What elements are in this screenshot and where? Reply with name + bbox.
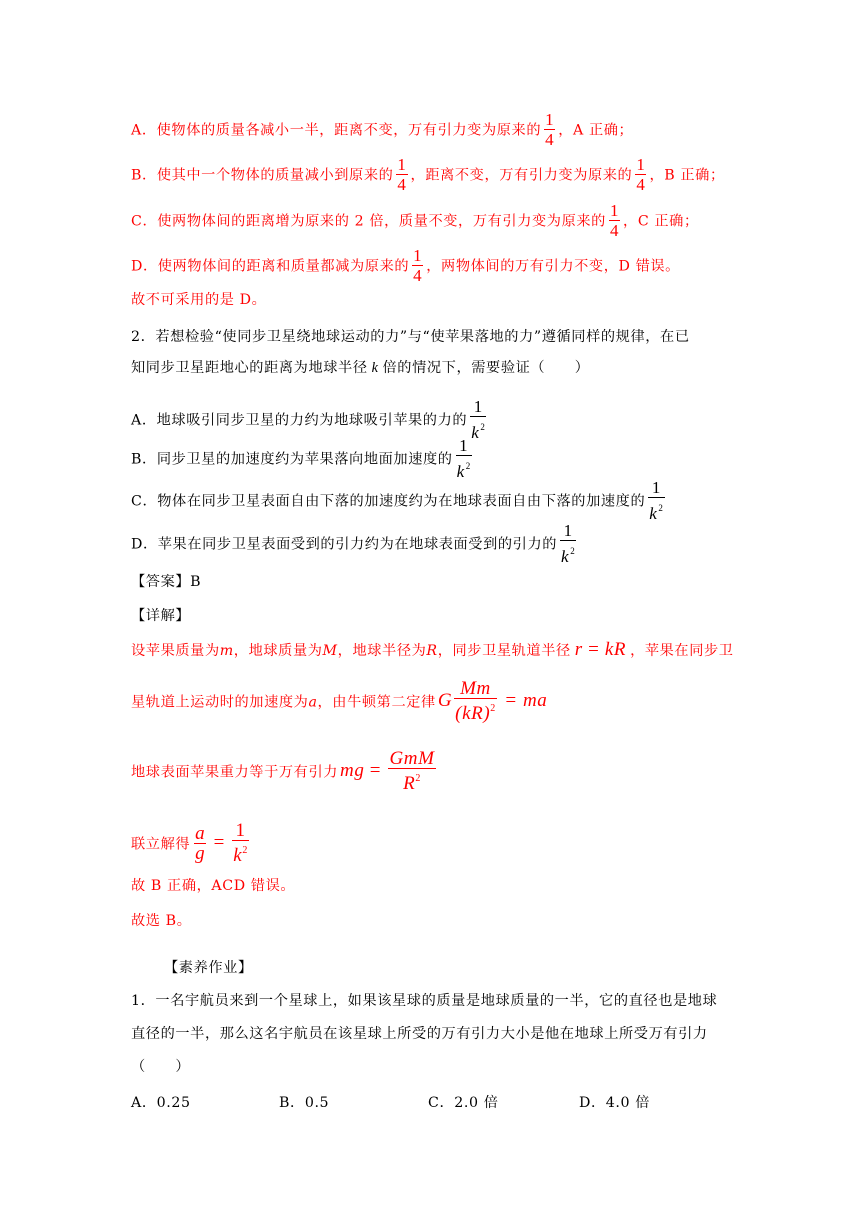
homework-heading: 【素养作业】 <box>164 960 253 976</box>
detail-line6: 故选 B。 <box>131 913 192 929</box>
fraction-one-over-k-squared: $\frac{1}{k^2}$ <box>649 478 664 523</box>
answer-label: 【答案】B <box>131 574 202 590</box>
fraction-one-quarter: $\frac{1}{4}$ <box>545 110 555 149</box>
question2-stem-line2: 知同步卫星距地心的距离为地球半径 k 倍的情况下，需要验证（ ） <box>131 360 590 376</box>
fraction-one-quarter: $\frac{1}{4}$ <box>413 246 423 285</box>
analysis-option-b: B．使其中一个物体的质量减小到原来的 $\frac{1}{4}$ ，距离不变，万有引力变为原来的 $\frac{1}{4}$ ，B 正确； <box>131 155 725 194</box>
equation-orbit-radius: r = kR <box>574 639 627 660</box>
question2-stem-line1: 2．若想检验“使同步卫星绕地球运动的力”与“使苹果落地的力”遵循同样的规律，在已 <box>131 329 690 345</box>
fraction-one-over-k-squared: $\frac{1}{k^2}$ <box>471 397 486 442</box>
detail-line2: 星轨道上运动时的加速度为a，由牛顿第二定律 G $\frac{Mm}{(kR)^2}$ = ma <box>131 678 548 724</box>
fraction-one-over-k-squared: $\frac{1}{k^2}$ <box>456 436 471 481</box>
analysis-conclusion: 故不可采用的是 D。 <box>131 292 267 308</box>
detail-label: 【详解】 <box>131 608 191 624</box>
option-d: D．4.0 倍 <box>579 1095 651 1111</box>
detail-line4: 联立解得 $\frac{a}{g}$ = $\frac{1}{k^2}$ <box>131 822 251 866</box>
homework-q1-line3: （ ） <box>131 1059 191 1075</box>
question2-option-d: D．苹果在同步卫星表面受到的引力约为在地球表面受到的引力的 $\frac{1}{k^2}$ <box>131 521 576 566</box>
detail-line5: 故 B 正确，ACD 错误。 <box>131 878 296 894</box>
homework-q1-line1: 1．一名宇航员来到一个星球上，如果该星球的质量是地球质量的一半，它的直径也是地球 <box>131 993 718 1009</box>
fraction-one-quarter: $\frac{1}{4}$ <box>609 201 620 240</box>
option-a: A．0.25 <box>131 1095 191 1111</box>
fraction-one-quarter: $\frac{1}{4}$ <box>636 155 646 194</box>
equation-solution: $\frac{a}{g}$ = $\frac{1}{k^2}$ <box>195 820 248 866</box>
question2-option-b: B．同步卫星的加速度约为苹果落向地面加速度的 $\frac{1}{k^2}$ <box>131 436 471 481</box>
detail-line3: 地球表面苹果重力等于万有引力 mg = $\frac{\text{GmM}}{R^2}$ <box>131 750 438 794</box>
option-b: B．0.5 <box>279 1095 330 1111</box>
fraction-one-quarter: $\frac{1}{4}$ <box>397 155 407 194</box>
fraction-one-over-k-squared: $\frac{1}{k^2}$ <box>561 521 576 566</box>
analysis-option-d: D．使两物体间的距离和质量都减为原来的 $\frac{1}{4}$ ，两物体间的万有引力不变，D 错误。 <box>131 246 680 285</box>
analysis-option-a: A．使物体的质量各减小一半，距离不变，万有引力变为原来的 $\frac{1}{4}$ ，A 正确； <box>131 110 634 149</box>
equation-newton-second-law: G $\frac{Mm}{(kR)^2}$ = ma <box>437 678 548 724</box>
question2-option-c: C．物体在同步卫星表面自由下落的加速度约为在地球表面自由下落的加速度的 $\frac{1}{k^2}$ <box>131 478 664 523</box>
option-c: C．2.0 倍 <box>428 1095 499 1111</box>
equation-gravity: mg = $\frac{\text{GmM}}{R^2}$ <box>340 748 435 794</box>
question2-option-a: A．地球吸引同步卫星的力约为地球吸引苹果的力的 $\frac{1}{k^2}$ <box>131 397 486 442</box>
detail-line1: 设苹果质量为m，地球质量为M，地球半径为R，同步卫星轨道半径 r = kR ，苹果在同步卫 <box>131 639 734 660</box>
analysis-option-c: C．使两物体间的距离增为原来的 2 倍，质量不变，万有引力变为原来的 $\frac{1}{4}$ ，C 正确； <box>131 201 699 240</box>
homework-q1-line2: 直径的一半，那么这名宇航员在该星球上所受的万有引力大小是他在地球上所受万有引力 <box>131 1026 708 1042</box>
